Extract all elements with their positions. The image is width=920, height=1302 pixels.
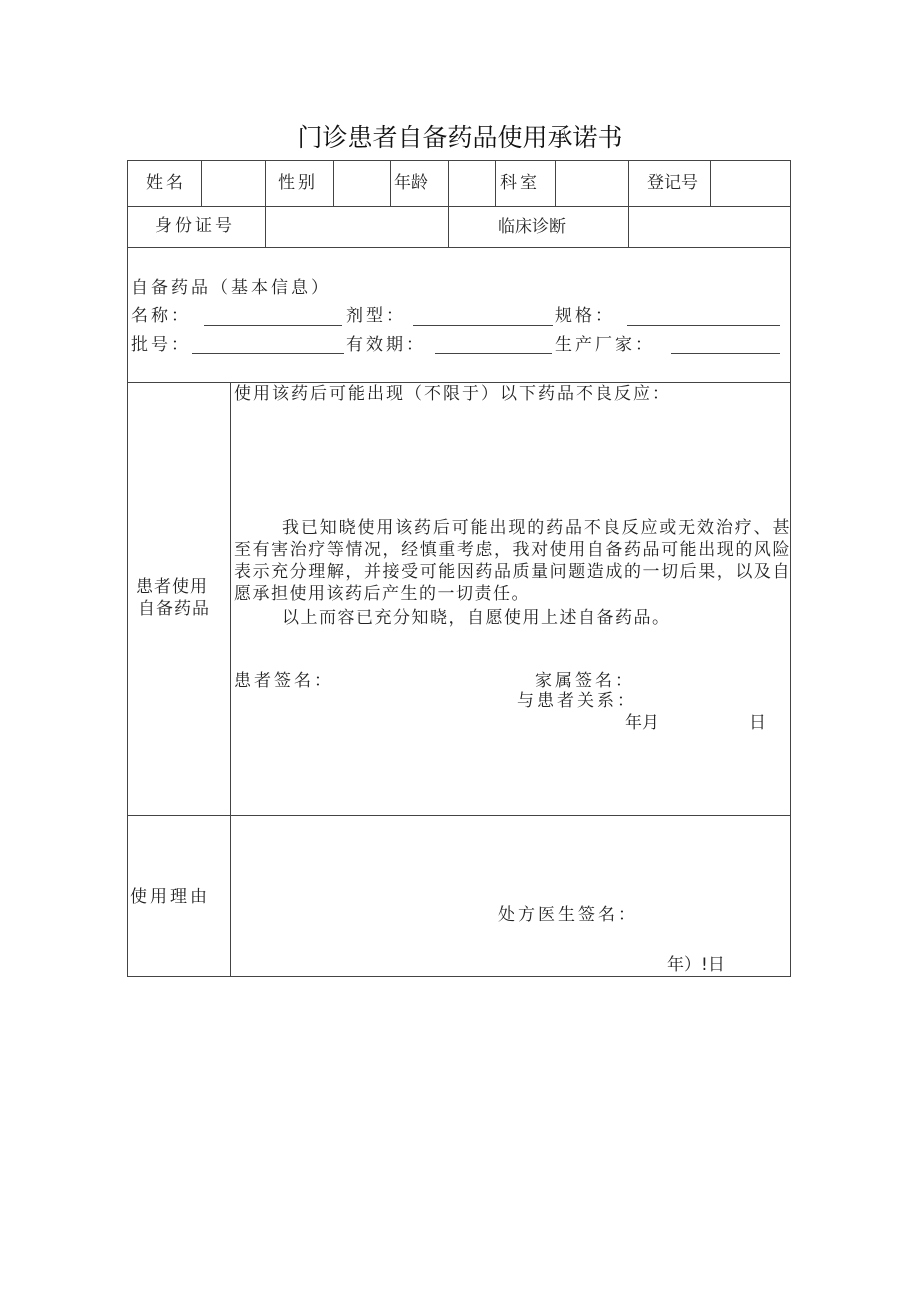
- consent-paragraph: 我已知晓使用该药后可能出现的药品不良反应或无效治疗、甚至有害治疗等情况，经慎重考虑，我对使用自备药品可能出现的风险表示充分理解，并接受可能因药品质量问题造成的一切后果，以及自愿承担使用该药后产生的一切责任。: [234, 518, 791, 604]
- expiry-label: 有效期：: [346, 335, 426, 355]
- cell-divider: [201, 160, 202, 206]
- family-signature-label: 家属签名：: [535, 671, 635, 691]
- registration-label: 登记号: [647, 173, 698, 193]
- cell-divider: [265, 206, 266, 247]
- name-label: 姓名: [146, 173, 186, 193]
- consent-date-year-month: 年月: [625, 713, 659, 733]
- cell-divider: [265, 160, 266, 206]
- cell-divider: [495, 160, 496, 206]
- manufacturer-label: 生产厂家：: [555, 335, 655, 355]
- drug-form-line: [413, 325, 553, 326]
- gender-label: 性别: [278, 173, 318, 193]
- expiry-line: [435, 353, 552, 354]
- cell-divider: [710, 160, 711, 206]
- cell-divider: [448, 160, 449, 206]
- row-divider: [127, 206, 791, 207]
- row-divider: [127, 247, 791, 248]
- cell-divider: [390, 160, 391, 206]
- drug-spec-label: 规格：: [555, 306, 615, 326]
- consent-side-label: 患者使用: [136, 577, 208, 597]
- cell-divider: [628, 206, 629, 247]
- drug-name-label: 名称：: [131, 306, 191, 326]
- cell-divider: [628, 160, 629, 206]
- reason-date: 年）!日: [667, 955, 725, 975]
- drug-info-heading: 自备药品（基本信息）: [131, 278, 331, 298]
- drug-name-line: [204, 325, 342, 326]
- doctor-signature-label: 处方医生签名：: [498, 905, 638, 925]
- consent-date-day: 日: [749, 713, 766, 733]
- reaction-prompt: 使用该药后可能出现（不限于）以下药品不良反应：: [234, 384, 671, 404]
- row-divider: [127, 815, 791, 816]
- consent-side-label: 自备药品: [138, 599, 210, 619]
- batch-label: 批号：: [131, 335, 191, 355]
- cell-divider: [448, 206, 449, 247]
- manufacturer-line: [671, 353, 780, 354]
- consent-paragraph: 以上而容已充分知晓，自愿使用上述自备药品。: [282, 608, 671, 628]
- relation-label: 与患者关系：: [517, 691, 637, 711]
- id-number-label: 身份证号: [155, 216, 235, 236]
- reason-side-label: 使用理由: [130, 887, 210, 907]
- cell-divider: [333, 160, 334, 206]
- drug-form-label: 剂型：: [346, 306, 406, 326]
- batch-line: [192, 353, 344, 354]
- diagnosis-label: 临床诊断: [498, 217, 566, 237]
- consent-statement: [234, 517, 791, 629]
- cell-divider: [230, 382, 231, 977]
- document-title: 门诊患者自备药品使用承诺书: [297, 123, 623, 152]
- age-label: 年龄: [394, 173, 428, 193]
- patient-signature-label: 患者签名：: [234, 671, 334, 691]
- cell-divider: [555, 160, 556, 206]
- drug-spec-line: [627, 325, 780, 326]
- dept-label: 科室: [500, 173, 540, 193]
